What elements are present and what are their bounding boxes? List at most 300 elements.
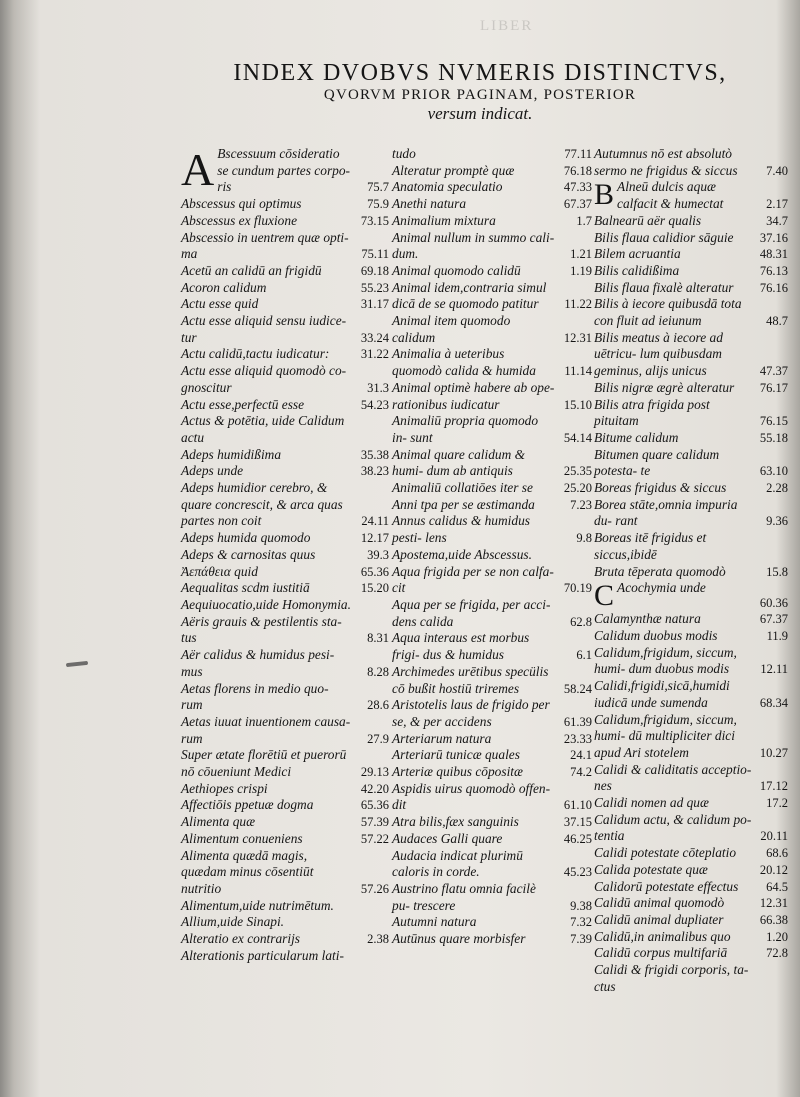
index-entry xyxy=(594,929,788,946)
page-reference: 66.38 xyxy=(759,912,788,927)
entry-text: Animal quare calidum & humi- dum ab antiquis xyxy=(392,446,526,479)
entry-text: Calidum duobus modis xyxy=(594,627,718,643)
entry-text: Aqua frigida per se non calfa- cit xyxy=(392,563,554,596)
entry-text: Aetas iuuat inuentionem causa- rum xyxy=(181,713,351,746)
page-reference: 37.16 xyxy=(759,230,788,245)
entry-text: Calidū,in animalibus quo xyxy=(594,928,731,944)
entry-text: Animaliū propria quomodo in- sunt xyxy=(392,413,539,445)
index-entry xyxy=(392,413,592,446)
page-reference: 68.34 xyxy=(759,695,788,710)
entry-text: Aër calidus & humidus pesi- mus xyxy=(181,647,335,679)
index-entry xyxy=(392,547,592,564)
index-entry xyxy=(181,346,389,363)
page-reference: 75.7 xyxy=(367,180,389,195)
page-reference: 1.21 xyxy=(570,247,592,262)
entry-text: Balnearū aër qualis xyxy=(594,212,702,228)
entry-text: Actu esse,perfectū esse xyxy=(181,396,305,412)
page-reference: 65.36 xyxy=(360,564,389,579)
entry-text: Animal nullum in summo cali- dum. xyxy=(392,229,555,262)
index-entry xyxy=(181,530,389,547)
index-entry xyxy=(594,280,788,297)
page-reference: 1.20 xyxy=(766,929,788,944)
page-reference: 17.12 xyxy=(759,779,788,794)
entry-text: Calida potestate quæ xyxy=(594,861,708,877)
index-column-2 xyxy=(392,146,592,948)
page-reference: 29.13 xyxy=(360,765,389,780)
entry-text: Bruta tēperata quomodò xyxy=(594,563,726,579)
page-reference: 42.20 xyxy=(360,781,389,796)
initial-letter: B xyxy=(594,178,615,212)
index-entry xyxy=(181,296,389,313)
page-reference: 55.23 xyxy=(360,280,389,295)
index-entry xyxy=(181,547,389,564)
page-reference: 70.19 xyxy=(563,581,592,596)
page-reference: 34.7 xyxy=(766,213,788,228)
index-entry xyxy=(181,213,389,230)
index-entry xyxy=(392,313,592,346)
entry-text: Aqua interaus est morbus frigi- dus & humidus xyxy=(392,630,530,663)
index-entry xyxy=(181,146,389,196)
index-entry xyxy=(392,914,592,931)
page-reference: 46.25 xyxy=(563,831,592,846)
index-entry xyxy=(594,962,788,995)
page-reference: 60.36 xyxy=(759,595,788,610)
index-entry xyxy=(392,497,592,514)
index-entry xyxy=(181,280,389,297)
page-reference: 75.9 xyxy=(367,197,389,212)
page-reference: 20.12 xyxy=(759,862,788,877)
index-entry xyxy=(594,895,788,912)
index-entry xyxy=(392,447,592,480)
entry-text: Animaliū collatiōes iter se xyxy=(392,480,533,496)
entry-text: Arteriæ quibus cōpositæ xyxy=(392,764,523,780)
entry-text: Bilis meatus à iecore ad uētricu- lum quibusdam geminus, alijs unicus xyxy=(594,329,723,379)
index-entry xyxy=(392,814,592,831)
index-entry xyxy=(594,179,788,212)
entry-text: Actu calidū,tactu iudicatur: xyxy=(181,346,330,362)
index-entry xyxy=(594,530,788,563)
entry-text: Bilis à iecore quibusdā tota con fluit ad ieiunum xyxy=(594,296,742,329)
entry-text: Bilis flaua calidior sāguie xyxy=(594,229,734,245)
entry-text: Affectiōis ppetuæ dogma xyxy=(181,797,314,813)
index-entry xyxy=(181,447,389,464)
index-entry xyxy=(594,862,788,879)
index-entry xyxy=(181,463,389,480)
index-entry xyxy=(594,263,788,280)
entry-text: tudo xyxy=(392,146,416,161)
page-reference: 75.11 xyxy=(361,247,389,262)
page-reference: 61.39 xyxy=(563,714,592,729)
page-reference: 12.31 xyxy=(563,330,592,345)
page-reference: 28.6 xyxy=(367,698,389,713)
index-entry xyxy=(392,831,592,848)
index-entry xyxy=(181,230,389,263)
page-reference: 15.20 xyxy=(360,581,389,596)
index-entry xyxy=(181,898,389,915)
entry-text: Allium,uide Sinapi. xyxy=(181,914,285,930)
page-reference: 31.3 xyxy=(367,380,389,395)
page-reference: 11.22 xyxy=(564,297,592,312)
entry-text: Annus calidus & humidus pesti- lens xyxy=(392,513,530,546)
index-entry xyxy=(594,678,788,711)
index-entry xyxy=(181,797,389,814)
page-reference: 76.13 xyxy=(759,263,788,278)
index-entry xyxy=(594,146,788,179)
index-entry xyxy=(392,881,592,914)
entry-text: Adeps humida quomodo xyxy=(181,530,311,546)
entry-text: Calidi & caliditatis acceptio- nes xyxy=(594,761,752,794)
entry-text: Bilis flaua fixalè alteratur xyxy=(594,279,734,295)
page-reference: 23.33 xyxy=(563,731,592,746)
entry-text: Aequiuocatio,uide Homonymia. xyxy=(181,596,351,612)
entry-text: Aspidis uirus quomodò offen- dit xyxy=(392,780,551,813)
entry-text: Calidorū potestate effectus xyxy=(594,878,739,894)
index-entry xyxy=(594,480,788,497)
entry-text: Calidi nomen ad quæ xyxy=(594,795,709,811)
entry-text: Adeps & carnositas quus xyxy=(181,546,316,562)
index-entry xyxy=(181,597,389,614)
entry-text: Actus & potētia, uide Calidum actu xyxy=(181,413,345,445)
index-entry xyxy=(181,313,389,346)
index-entry xyxy=(594,628,788,645)
index-entry xyxy=(392,179,592,196)
page-reference: 63.10 xyxy=(759,464,788,479)
page-reference: 57.26 xyxy=(360,881,389,896)
entry-text: Animal idem,contraria simul dicā de se quomodo patitur xyxy=(392,279,547,312)
index-entry xyxy=(594,611,788,628)
page-reference: 76.15 xyxy=(759,414,788,429)
entry-text: Calamynthæ natura xyxy=(594,611,701,627)
page-reference: 8.28 xyxy=(367,664,389,679)
index-entry xyxy=(594,845,788,862)
page-reference: 55.18 xyxy=(759,430,788,445)
page-reference: 74.2 xyxy=(570,765,592,780)
entry-text: Calidi,frigidi,sicā,humidi iudicā unde sumenda xyxy=(594,678,730,710)
index-entry xyxy=(594,330,788,380)
index-entry xyxy=(594,230,788,247)
index-entry xyxy=(181,564,389,581)
entry-text: Arteriarū tunicæ quales xyxy=(392,747,520,763)
index-entry xyxy=(392,747,592,764)
page-reference: 8.31 xyxy=(367,631,389,646)
entry-text: Aëris grauis & pestilentis sta- tus xyxy=(181,613,342,646)
entry-text: Adeps unde xyxy=(181,463,244,479)
index-entry xyxy=(181,914,389,931)
index-entry xyxy=(594,213,788,230)
entry-text: Autumnus nō est absolutò sermo ne frigidus & siccus xyxy=(594,146,738,178)
page-reference: 7.39 xyxy=(570,932,592,947)
entry-text: Alimenta quæ xyxy=(181,814,256,830)
index-entry xyxy=(181,931,389,948)
page-reference: 65.36 xyxy=(360,798,389,813)
page-reference: 72.8 xyxy=(766,946,788,961)
entry-text: Calidū corpus multifariā xyxy=(594,945,728,961)
page-reference: 27.9 xyxy=(367,731,389,746)
page-reference: 38.23 xyxy=(360,464,389,479)
index-entry xyxy=(181,681,389,714)
page-reference: 47.33 xyxy=(563,180,592,195)
index-entry xyxy=(392,263,592,280)
index-entry xyxy=(594,762,788,795)
index-entry xyxy=(181,196,389,213)
page-reference: 24.11 xyxy=(361,514,389,529)
index-title: INDEX DVOBVS NVMERIS DISTINCTVS, xyxy=(233,60,727,86)
page-reference: 31.22 xyxy=(360,347,389,362)
entry-text: Acetū an calidū an frigidū xyxy=(181,262,322,278)
index-entry xyxy=(594,879,788,896)
index-entry xyxy=(181,397,389,414)
index-entry xyxy=(392,630,592,663)
entry-text: Animal optimè habere ab ope- rationibus iudicatur xyxy=(392,379,555,412)
index-entry xyxy=(392,781,592,814)
page-reference: 12.17 xyxy=(360,531,389,546)
page-reference: 61.10 xyxy=(563,798,592,813)
entry-text: Alneū dulcis aquæ calfacit & humectat xyxy=(617,179,724,212)
entry-text: Autumni natura xyxy=(392,914,477,930)
page-reference: 58.24 xyxy=(563,681,592,696)
page-reference: 9.8 xyxy=(576,531,592,546)
page-reference: 57.39 xyxy=(360,815,389,830)
page-reference: 35.38 xyxy=(360,447,389,462)
index-entry xyxy=(181,948,389,965)
index-entry xyxy=(392,346,592,379)
index-entry xyxy=(392,163,592,180)
page-reference: 6.1 xyxy=(576,648,592,663)
index-entry xyxy=(392,597,592,630)
index-entry xyxy=(594,795,788,812)
entry-text: Alimentum,uide nutrimētum. xyxy=(181,897,334,913)
entry-text: Ἀεπάθεια quid xyxy=(181,563,258,579)
entry-text: Austrino flatu omnia facilè pu- trescere xyxy=(392,880,536,913)
page-reference: 25.20 xyxy=(563,481,592,496)
index-entry xyxy=(181,413,389,446)
page-reference: 1.19 xyxy=(570,263,592,278)
index-subtitle: QVORVM PRIOR PAGINAM, POSTERIOR xyxy=(323,87,637,103)
page-reference: 31.17 xyxy=(360,297,389,312)
initial-letter: A xyxy=(181,144,215,195)
page-reference: 64.5 xyxy=(766,879,788,894)
index-entry xyxy=(392,280,592,313)
entry-text: Actu esse aliquid quomodò co- gnoscitur xyxy=(181,363,347,395)
page-reference: 7.23 xyxy=(570,497,592,512)
entry-text: Animalia à ueteribus quomodò calida & humida xyxy=(392,346,536,379)
page-reference: 24.1 xyxy=(570,748,592,763)
page-reference: 2.28 xyxy=(766,481,788,496)
index-entry xyxy=(181,831,389,848)
page-reference: 77.11 xyxy=(564,147,592,161)
entry-text: Alimentum conueniens xyxy=(181,830,303,846)
entry-text: Calidū animal quomodò xyxy=(594,895,725,911)
index-entry xyxy=(181,814,389,831)
page-reference: 7.40 xyxy=(766,163,788,178)
index-entry xyxy=(594,397,788,430)
entry-text: Boreas frigidus & siccus xyxy=(594,480,727,496)
entry-text: Anatomia speculatio xyxy=(392,179,503,195)
entry-text: Adeps humidißima xyxy=(181,446,282,462)
index-entry xyxy=(594,912,788,929)
index-entry xyxy=(181,580,389,597)
entry-text: Anethi natura xyxy=(392,196,467,212)
page-reference: 11.14 xyxy=(564,364,592,379)
entry-text: Actu esse quid xyxy=(181,296,259,312)
index-column-3 xyxy=(594,146,788,995)
entry-text: Alterationis particularum lati- xyxy=(181,947,344,963)
index-entry xyxy=(594,812,788,845)
page-reference: 57.22 xyxy=(360,831,389,846)
entry-text: Calidi potestate cōteplatio xyxy=(594,845,737,861)
index-entry xyxy=(594,497,788,530)
entry-text: Bilem acruantia xyxy=(594,246,681,262)
index-entry xyxy=(181,480,389,530)
entry-text: Bscessuum cōsideratio se cundum partes corpo- ris xyxy=(217,146,351,195)
page-reference: 15.8 xyxy=(766,564,788,579)
page-reference: 15.10 xyxy=(563,397,592,412)
entry-text: Adeps humidior cerebro, & quare concrescit, & arca quas partes non coit xyxy=(181,480,343,529)
index-entry xyxy=(594,380,788,397)
index-entry xyxy=(392,697,592,730)
index-entry xyxy=(181,614,389,647)
index-entry xyxy=(181,781,389,798)
page-reference: 76.17 xyxy=(759,380,788,395)
entry-text: Alteratio ex contrarijs xyxy=(181,931,301,947)
page-reference: 9.36 xyxy=(766,514,788,529)
entry-text: Animal quomodo calidū xyxy=(392,262,521,278)
entry-text: Acoron calidum xyxy=(181,279,267,295)
entry-text: Bilis calidißima xyxy=(594,262,680,278)
entry-text: Bilis atra frigida post pituitam xyxy=(594,396,710,429)
entry-text: Actu esse aliquid sensu iudice- tur xyxy=(181,313,347,345)
entry-text: Calidum actu, & calidum po- tentia xyxy=(594,811,752,844)
index-entry xyxy=(392,664,592,697)
page-reference: 48.31 xyxy=(759,247,788,262)
entry-text: Abscessus ex fluxione xyxy=(181,212,298,228)
index-entry xyxy=(181,363,389,396)
index-column-1 xyxy=(181,146,389,964)
index-entry xyxy=(392,480,592,497)
page-reference: 67.37 xyxy=(563,197,592,212)
index-entry xyxy=(392,848,592,881)
entry-text: Abscessus qui optimus xyxy=(181,196,302,212)
entry-text: Apostema,uide Abscessus. xyxy=(392,546,532,562)
index-entry xyxy=(392,731,592,748)
initial-letter: C xyxy=(594,579,615,613)
entry-text: Calidū animal dupliater xyxy=(594,911,724,927)
index-entry xyxy=(392,230,592,263)
index-subtitle-line2: versum indicat. xyxy=(427,104,533,123)
page-reference: 76.16 xyxy=(759,280,788,295)
page-reference: 9.38 xyxy=(570,898,592,913)
page-reference: 12.11 xyxy=(760,662,788,677)
page-reference: 20.11 xyxy=(760,829,788,844)
page-reference: 25.35 xyxy=(563,464,592,479)
page-reference: 69.18 xyxy=(360,263,389,278)
index-entry xyxy=(594,564,788,581)
index-entry xyxy=(594,645,788,678)
page-reference: 37.15 xyxy=(563,815,592,830)
page-reference: 39.3 xyxy=(367,547,389,562)
entry-text: Audaces Galli quare xyxy=(392,830,503,846)
index-entry xyxy=(392,146,592,163)
index-entry xyxy=(181,647,389,680)
entry-text: Bitume calidum xyxy=(594,429,679,445)
entry-text: Arteriarum natura xyxy=(392,730,492,746)
page-reference: 2.38 xyxy=(367,932,389,947)
page-reference: 11.9 xyxy=(766,628,788,643)
page-reference: 2.17 xyxy=(766,197,788,212)
page-reference: 47.37 xyxy=(759,364,788,379)
index-entry xyxy=(392,380,592,413)
page-reference: 73.15 xyxy=(360,213,389,228)
entry-text: Anni tpa per se æstimanda xyxy=(392,496,535,512)
entry-text: Archimedes urētibus specülis cō bußit hostiū triremes xyxy=(392,663,549,696)
page-reference: 76.18 xyxy=(563,163,592,178)
index-entry xyxy=(392,513,592,546)
entry-text: Aequalitas scdm iustitiā xyxy=(181,580,310,596)
entry-text: Calidum,frigidum, siccum, humi- dū multipliciter dici apud Ari stotelem xyxy=(594,711,737,760)
entry-text: Alimenta quædā magis, quædam minus cōsentiūt nutritio xyxy=(181,847,314,896)
page-reference: 68.6 xyxy=(766,846,788,861)
entry-text: Autūnus quare morbisfer xyxy=(392,931,526,947)
index-entry xyxy=(594,712,788,762)
entry-text: Aethiopes crispi xyxy=(181,780,268,796)
page-reference: 1.7 xyxy=(576,213,592,228)
index-entry xyxy=(594,580,788,611)
index-entry xyxy=(594,945,788,962)
entry-text: Acochymia unde xyxy=(617,580,706,596)
entry-text: Alteratur promptè quæ xyxy=(392,162,515,178)
entry-text: Boreas itē frigidus et siccus,ibidē xyxy=(594,530,707,562)
index-entry xyxy=(392,764,592,781)
index-entry xyxy=(594,430,788,447)
page-reference: 12.31 xyxy=(759,896,788,911)
entry-text: Animalium mixtura xyxy=(392,212,496,228)
entry-text: Audacia indicat plurimū caloris in corde. xyxy=(392,847,523,880)
entry-text: Animal item quomodo calidum xyxy=(392,313,511,345)
page-reference: 62.8 xyxy=(570,614,592,629)
entry-text: Abscessio in uentrem quæ opti- ma xyxy=(181,229,349,262)
page-reference: 67.37 xyxy=(759,612,788,627)
index-entry xyxy=(181,747,389,780)
page-reference: 45.23 xyxy=(563,865,592,880)
entry-text: Calidum,frigidum, siccum, humi- dum duobus modis xyxy=(594,644,737,677)
page-reference: 54.23 xyxy=(360,397,389,412)
entry-text: Aqua per se frigida, per acci- dens calida xyxy=(392,596,551,629)
page-reference: 33.24 xyxy=(360,330,389,345)
index-entry xyxy=(594,246,788,263)
page-reference: 17.2 xyxy=(766,796,788,811)
index-entry xyxy=(181,848,389,898)
index-entry xyxy=(392,213,592,230)
entry-text: Aristotelis laus de frigido per se, & per accidens xyxy=(392,697,550,729)
entry-text: Aetas florens in medio quo- rum xyxy=(181,680,329,713)
index-entry xyxy=(594,447,788,480)
page-reference: 7.32 xyxy=(570,915,592,930)
margin-pen-mark xyxy=(66,661,88,667)
entry-text: Calidi & frigidi corporis, ta- ctus xyxy=(594,962,749,994)
page-reference: 10.27 xyxy=(759,745,788,760)
entry-text: Bitumen quare calidum potesta- te xyxy=(594,446,720,479)
index-entry xyxy=(594,296,788,329)
entry-text: Borea stāte,omnia impuria du- rant xyxy=(594,496,738,529)
entry-text: Atra bilis,fæx sanguinis xyxy=(392,814,519,830)
entry-text: Super ætate florētiū et puerorū nō cōueniunt Medici xyxy=(181,747,347,780)
index-entry xyxy=(392,196,592,213)
show-through-header: LIBER xyxy=(480,18,534,34)
page-reference: 54.14 xyxy=(563,430,592,445)
page-reference: 48.7 xyxy=(766,314,788,329)
index-entry xyxy=(181,714,389,747)
index-entry xyxy=(392,931,592,948)
